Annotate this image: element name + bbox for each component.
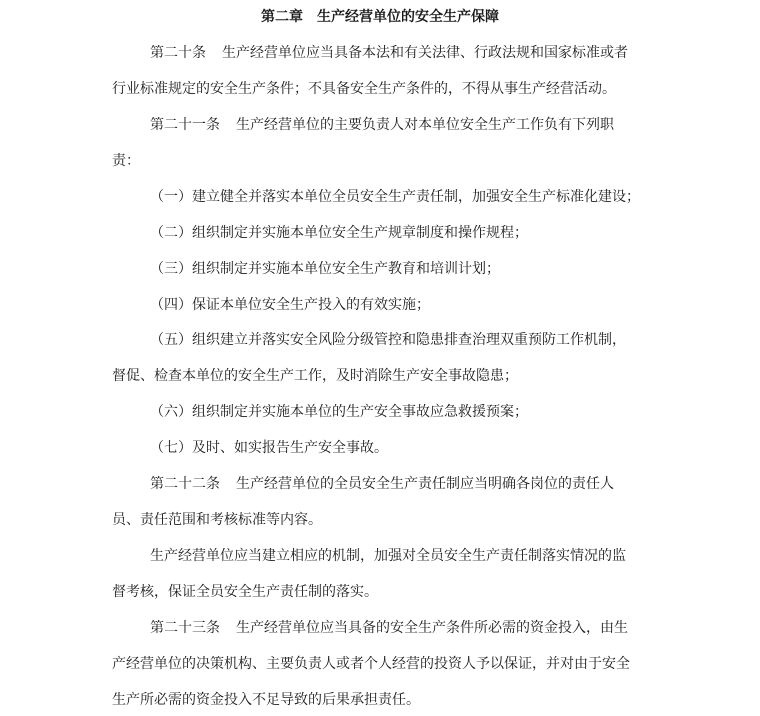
article-22-line-2: 员、责任范围和考核标准等内容。 <box>112 512 322 528</box>
duty-item-7: （七）及时、如实报告生产安全事故。 <box>150 440 388 456</box>
article-23-label: 第二十三条 <box>150 620 220 636</box>
article-21-label: 第二十一条 <box>150 117 220 133</box>
duty-item-3: （三）组织制定并实施本单位安全生产教育和培训计划； <box>150 261 500 277</box>
article-21-line-2: 责： <box>112 153 140 169</box>
chapter-title: 第二章 生产经营单位的安全生产保障 <box>261 9 499 25</box>
article-22-paragraph-2-line-1: 生产经营单位应当建立相应的机制，加强对全员安全生产责任制落实情况的监 <box>150 548 626 564</box>
article-23-line-3: 生产所必需的资金投入不足导致的后果承担责任。 <box>112 692 420 708</box>
duty-item-5: （五）组织建立并落实安全风险分级管控和隐患排查治理双重预防工作机制， <box>150 332 626 348</box>
article-23-first-line <box>150 619 628 637</box>
article-20-text: 生产经营单位应当具备本法和有关法律、行政法规和国家标准或者 <box>222 45 628 61</box>
article-20-label: 第二十条 <box>150 45 206 61</box>
duty-item-4: （四）保证本单位安全生产投入的有效实施； <box>150 297 430 313</box>
article-23-text: 生产经营单位应当具备的安全生产条件所必需的资金投入，由生 <box>236 620 628 636</box>
article-22-first-line <box>150 475 614 493</box>
duty-item-5-continued: 督促、检查本单位的安全生产工作，及时消除生产安全事故隐患； <box>112 368 518 384</box>
article-22-paragraph-2-line-2: 督考核，保证全员安全生产责任制的落实。 <box>112 584 378 600</box>
duty-item-1: （一）建立健全并落实本单位全员安全生产责任制，加强安全生产标准化建设； <box>150 189 640 205</box>
duty-item-2: （二）组织制定并实施本单位安全生产规章制度和操作规程； <box>150 225 528 241</box>
article-20-first-line <box>150 44 628 62</box>
article-23-line-2: 产经营单位的决策机构、主要负责人或者个人经营的投资人予以保证，并对由于安全 <box>112 656 630 672</box>
article-20-line-2: 行业标准规定的安全生产条件；不具备安全生产条件的，不得从事生产经营活动。 <box>112 81 616 97</box>
article-22-text: 生产经营单位的全员安全生产责任制应当明确各岗位的责任人 <box>236 476 614 492</box>
article-21-first-line <box>150 116 614 134</box>
duty-item-6: （六）组织制定并实施本单位的生产安全事故应急救援预案； <box>150 404 528 420</box>
article-22-label: 第二十二条 <box>150 476 220 492</box>
article-21-text: 生产经营单位的主要负责人对本单位安全生产工作负有下列职 <box>236 117 614 133</box>
